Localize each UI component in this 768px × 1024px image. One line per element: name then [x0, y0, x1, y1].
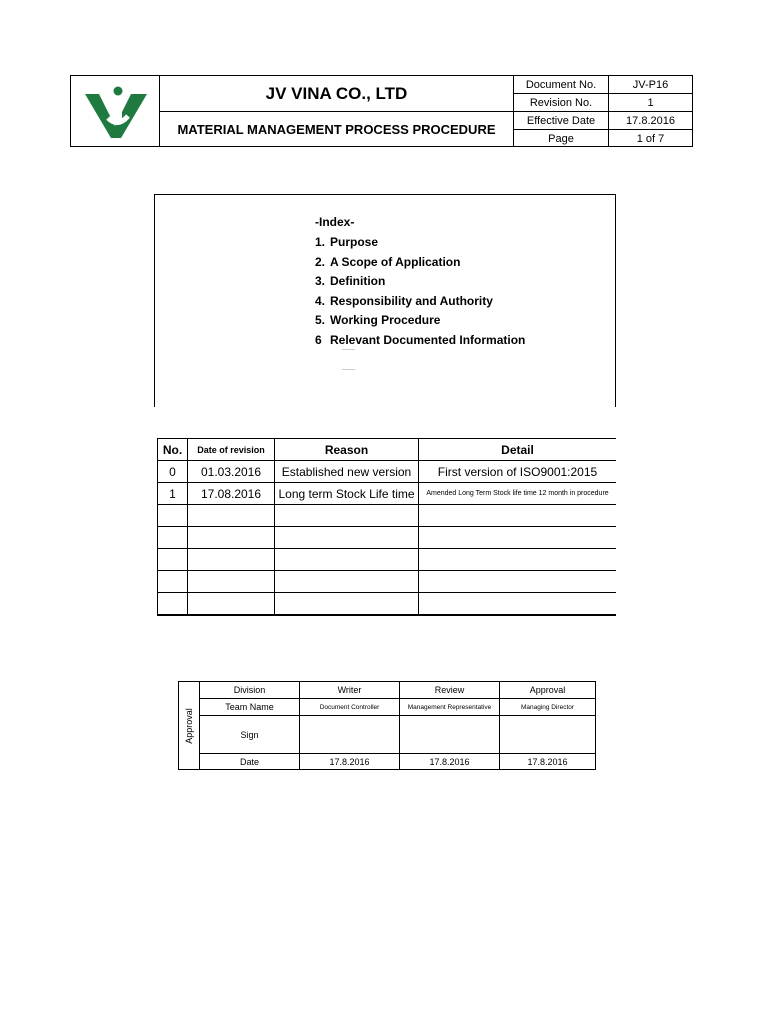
- cell-detail: [419, 549, 617, 571]
- cell-no: [158, 593, 188, 616]
- index-item: [315, 253, 525, 273]
- index-text: Relevant Documented Information: [330, 332, 526, 347]
- cell-detail: [419, 571, 617, 593]
- index-item: [315, 233, 525, 253]
- index-item: [315, 331, 525, 351]
- meta-row: [514, 130, 693, 148]
- cell-date: 01.03.2016: [188, 461, 275, 483]
- index-title: -Index-: [315, 215, 355, 229]
- revision-history-table: [157, 438, 616, 616]
- document-meta-table: [513, 76, 692, 147]
- column-division: Division: [200, 682, 300, 699]
- index-text: Responsibility and Authority: [330, 293, 493, 308]
- team-name-row: [179, 699, 596, 716]
- cell-no: 1: [158, 483, 188, 505]
- meta-value: 17.8.2016: [609, 112, 693, 130]
- divider: [342, 369, 355, 370]
- column-header-reason: Reason: [275, 439, 419, 461]
- column-header-date: Date of revision: [188, 439, 275, 461]
- table-row: [158, 505, 617, 527]
- index-item: [315, 272, 525, 292]
- column-approval: Approval: [500, 682, 596, 699]
- index-text: Definition: [330, 274, 386, 288]
- writer-sign: [300, 716, 400, 754]
- cell-detail: Amended Long Term Stock life time 12 month in procedure: [419, 483, 617, 505]
- meta-label: Document No.: [514, 76, 609, 94]
- review-team: Management Representative: [400, 699, 500, 716]
- column-review: Review: [400, 682, 500, 699]
- approval-date: 17.8.2016: [500, 754, 596, 770]
- meta-label: Page: [514, 130, 609, 148]
- document-header: [70, 75, 693, 147]
- column-writer: Writer: [300, 682, 400, 699]
- table-row: [158, 549, 617, 571]
- cell-date: 17.08.2016: [188, 483, 275, 505]
- document-title: MATERIAL MANAGEMENT PROCESS PROCEDURE: [177, 121, 496, 137]
- index-text: Working Procedure: [330, 313, 441, 327]
- cell-date: [188, 571, 275, 593]
- company-name: JV VINA CO., LTD: [160, 76, 513, 112]
- cell-reason: Established new version: [275, 461, 419, 483]
- divider: [342, 349, 355, 350]
- cell-date: [188, 549, 275, 571]
- cell-no: [158, 549, 188, 571]
- review-date: 17.8.2016: [400, 754, 500, 770]
- index-item: [315, 292, 525, 312]
- meta-row: [514, 112, 693, 130]
- meta-value: JV-P16: [609, 76, 693, 94]
- index-item: [315, 311, 525, 331]
- cell-detail: First version of ISO9001:2015: [419, 461, 617, 483]
- index-box: [154, 194, 616, 407]
- column-header-no: No.: [158, 439, 188, 461]
- cell-reason: Long term Stock Life time: [275, 483, 419, 505]
- approval-sign: [500, 716, 596, 754]
- review-sign: [400, 716, 500, 754]
- cell-no: [158, 527, 188, 549]
- meta-label: Revision No.: [514, 94, 609, 112]
- approval-side-text: Approval: [184, 707, 194, 744]
- cell-detail: [419, 505, 617, 527]
- table-row: [158, 527, 617, 549]
- column-header-detail: Detail: [419, 439, 617, 461]
- sign-label: Sign: [200, 716, 300, 754]
- index-number: 4.: [315, 293, 326, 308]
- writer-date: 17.8.2016: [300, 754, 400, 770]
- approval-side-label: [179, 682, 200, 770]
- table-row: [158, 571, 617, 593]
- index-number: 3.: [315, 274, 326, 288]
- sign-row: [179, 716, 596, 754]
- table-header-row: [158, 439, 617, 461]
- index-number: 2.: [315, 254, 326, 269]
- writer-team: Document Controller: [300, 699, 400, 716]
- approval-table: [178, 681, 596, 770]
- index-number: 1.: [315, 235, 326, 249]
- date-row: [179, 754, 596, 770]
- cell-reason: [275, 571, 419, 593]
- table-row: [158, 593, 617, 616]
- index-number: 5.: [315, 313, 326, 327]
- cell-reason: [275, 549, 419, 571]
- table-row: [158, 461, 617, 483]
- meta-value: 1: [609, 94, 693, 112]
- index-number: 6: [315, 332, 322, 347]
- date-label: Date: [200, 754, 300, 770]
- cell-reason: [275, 505, 419, 527]
- cell-date: [188, 593, 275, 616]
- meta-row: [514, 76, 693, 94]
- cell-no: 0: [158, 461, 188, 483]
- logo-cell: [71, 76, 160, 146]
- index-list: [315, 233, 525, 350]
- meta-label: Effective Date: [514, 112, 609, 130]
- meta-value: 1 of 7: [609, 130, 693, 148]
- cell-no: [158, 571, 188, 593]
- table-row: [158, 483, 617, 505]
- cell-date: [188, 505, 275, 527]
- approval-header-row: [179, 682, 596, 699]
- team-name-label: Team Name: [200, 699, 300, 716]
- meta-row: [514, 94, 693, 112]
- index-text: Purpose: [330, 235, 379, 249]
- cell-no: [158, 505, 188, 527]
- cell-detail: [419, 527, 617, 549]
- approval-team: Managing Director: [500, 699, 596, 716]
- cell-reason: [275, 593, 419, 616]
- cell-reason: [275, 527, 419, 549]
- cell-detail: [419, 593, 617, 616]
- index-text: A Scope of Application: [330, 254, 461, 269]
- cell-date: [188, 527, 275, 549]
- company-logo-icon: [83, 86, 149, 140]
